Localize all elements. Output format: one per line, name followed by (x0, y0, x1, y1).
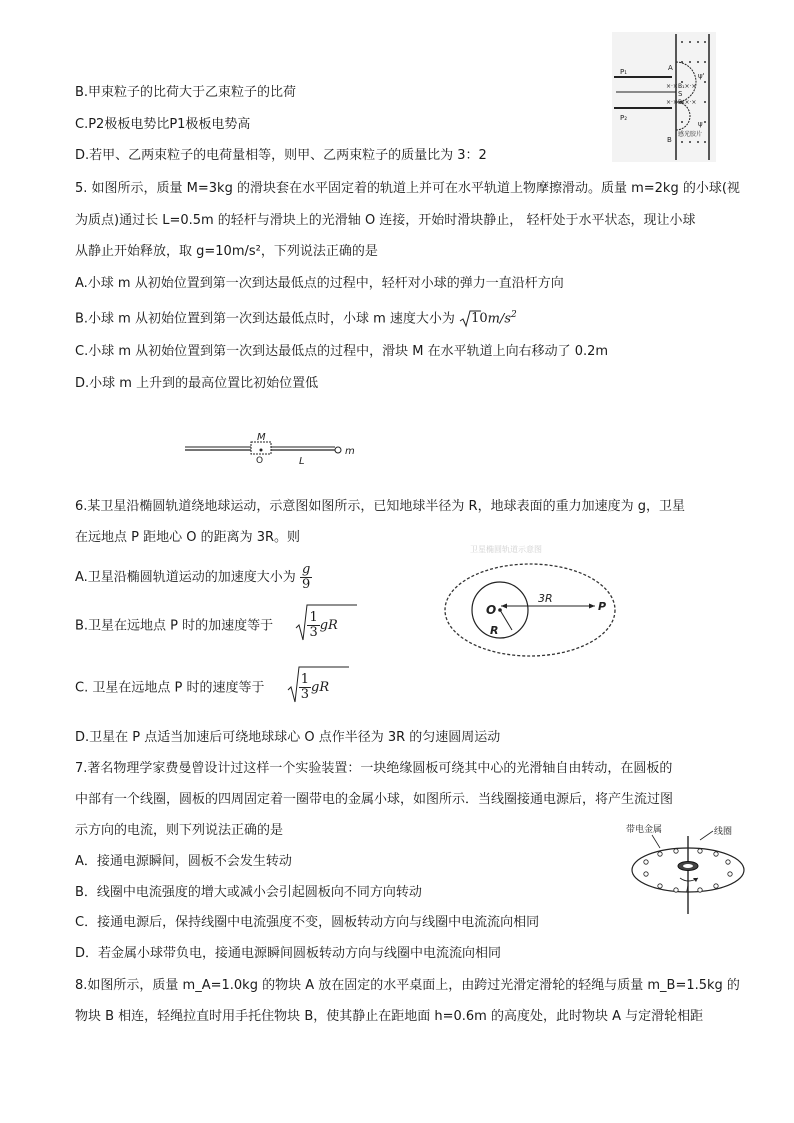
svg-text:R: R (490, 624, 499, 637)
q4-option-c: C.P2极板电势比P1极板电势高 (75, 117, 251, 132)
sqrt-expression: $\frac{1}{3}$ gR (295, 606, 341, 646)
q5-option-c: C.小球 m 从初始位置到第一次到达最低点的过程中，滑块 M 在水平轨道上向右移动了 0.2m (75, 344, 609, 359)
q4-option-b: B.甲束粒子的比荷大于乙束粒子的比荷 (75, 85, 297, 100)
q5-option-b (75, 306, 517, 328)
q6-option-c-text: C. 卫星在远地点 P 时的速度等于 (75, 680, 265, 696)
svg-text:I: I (686, 885, 689, 895)
fraction-numerator: g (301, 562, 311, 577)
q6-option-d: D.卫星在 P 点适当加速后可绕地球球心 O 点作半径为 3R 的匀速圆周运动 (75, 730, 501, 745)
svg-text:3R: 3R (538, 592, 553, 605)
satellite-orbit-figure (440, 540, 620, 662)
elliptical-orbit (445, 564, 615, 656)
q7-stem-line1: 7.著名物理学家费曼曾设计过这样一个实验装置：一块绝缘圆板可绕其中心的光滑轴自由转动，在圆板的 (75, 761, 673, 776)
q5-option-a: A.小球 m 从初始位置到第一次到达最低点的过程中，轻杆对小球的弹力一直沿杆方向 (75, 276, 564, 291)
svg-text:S: S (678, 90, 683, 98)
mass-spectrometer-svg (612, 32, 716, 162)
svg-text:P: P (598, 600, 607, 613)
q6-option-b-text: B.卫星在远地点 P 时的加速度等于 (75, 618, 274, 634)
feynman-disk-figure (616, 820, 746, 916)
slider-block (251, 442, 271, 454)
svg-text:感光胶片: 感光胶片 (678, 131, 703, 138)
q6-stem-line1: 6.某卫星沿椭圆轨道绕地球运动，示意图如图所示，已知地球半径为 R，地球表面的重力加速度为 g，卫星 (75, 499, 685, 514)
fraction-denominator: 9 (301, 577, 311, 592)
q7-option-b: B．线圈中电流强度的增大或减小会引起圆板向不同方向转动 (75, 885, 422, 900)
q7-stem-line3: 示方向的电流，则下列说法正确的是 (75, 823, 284, 838)
svg-text:×·×B₁×·×: ×·×B₁×·× (666, 83, 697, 90)
svg-text:A: A (668, 64, 673, 72)
q5-option-d: D.小球 m 上升到的最高位置比初始位置低 (75, 376, 319, 391)
q5-stem-line1: 5. 如图所示，质量 M=3kg 的滑块套在水平固定着的轨道上并可在水平轨道上物摩擦滑动。质量 m=2kg 的小球(视 (75, 181, 740, 196)
svg-text:×·×B₂×·×: ×·×B₂×·× (666, 99, 697, 106)
q5-stem-line2: 为质点)通过长 L=0.5m 的轻杆与滑块上的光滑轴 O 连接，开始时滑块静止， 轻杆处于水平状态，现让小球 (75, 213, 696, 228)
svg-text:O: O (486, 603, 497, 617)
sqrt-expression: $\frac{1}{3}$ gR (287, 668, 333, 708)
svg-text:L: L (299, 456, 305, 466)
q5-option-b-text: B.小球 m 从初始位置到第一次到达最低点时，小球 m 速度大小为 (75, 311, 455, 327)
svg-text:ψ': ψ' (698, 72, 705, 80)
svg-text:P₁: P₁ (620, 68, 628, 76)
q6-stem-line2: 在远地点 P 距地心 O 的距离为 3R。则 (75, 530, 301, 545)
ball-m (335, 447, 341, 453)
svg-text:m: m (345, 446, 355, 457)
q7-stem-line2: 中部有一个线圈，圆板的四周固定着一圈带电的金属小球，如图所示．当线圈接通电源后，将产生流过图 (75, 792, 674, 807)
q6-option-c (75, 668, 333, 709)
q7-option-a: A．接通电源瞬间，圆板不会发生转动 (75, 854, 292, 869)
q5-stem-line3: 从静止开始释放，取 g=10m/s²，下列说法正确的是 (75, 244, 378, 259)
svg-text:卫星椭圆轨道示意图: 卫星椭圆轨道示意图 (470, 545, 542, 554)
q6-option-b (75, 606, 342, 647)
q7-option-d: D．若金属小球带负电，接通电源瞬间圆板转动方向与线圈中电流流向相同 (75, 946, 502, 961)
fraction-g-over-9 (300, 563, 312, 592)
svg-text:B: B (667, 136, 672, 144)
svg-text:P₂: P₂ (620, 114, 628, 122)
svg-text:ψ: ψ (698, 120, 703, 128)
q5-option-b-exp: 2 (511, 310, 517, 320)
slider-rod-figure (185, 430, 365, 466)
svg-text:M: M (257, 432, 266, 443)
q8-stem-line2: 物块 B 相连，轻绳拉直时用手托住物块 B，使其静止在距地面 h=0.6m 的高度处，此时物块 A 与定滑轮相距 (75, 1009, 704, 1024)
svg-text:线圈: 线圈 (714, 827, 733, 837)
svg-text:O: O (256, 456, 264, 466)
q5-option-b-unit: m/s (487, 311, 511, 327)
svg-text:带电金属: 带电金属 (626, 825, 663, 835)
q6-option-a (75, 560, 312, 596)
q8-stem-line1: 8.如图所示，质量 m_A=1.0kg 的物块 A 放在固定的水平桌面上，由跨过光滑定滑轮的轻绳与质量 m_B=1.5kg 的 (75, 978, 740, 993)
mass-spectrometer-figure (612, 32, 716, 162)
q5-option-b-value: 10 (471, 311, 488, 327)
q6-option-a-text: A.卫星沿椭圆轨道运动的加速度大小为 (75, 570, 296, 585)
q4-option-d: D.若甲、乙两束粒子的电荷量相等，则甲、乙两束粒子的质量比为 3：2 (75, 148, 487, 163)
q7-option-c: C．接通电源后，保持线圈中电流强度不变，圆板转动方向与线圈中电流流向相同 (75, 915, 540, 930)
